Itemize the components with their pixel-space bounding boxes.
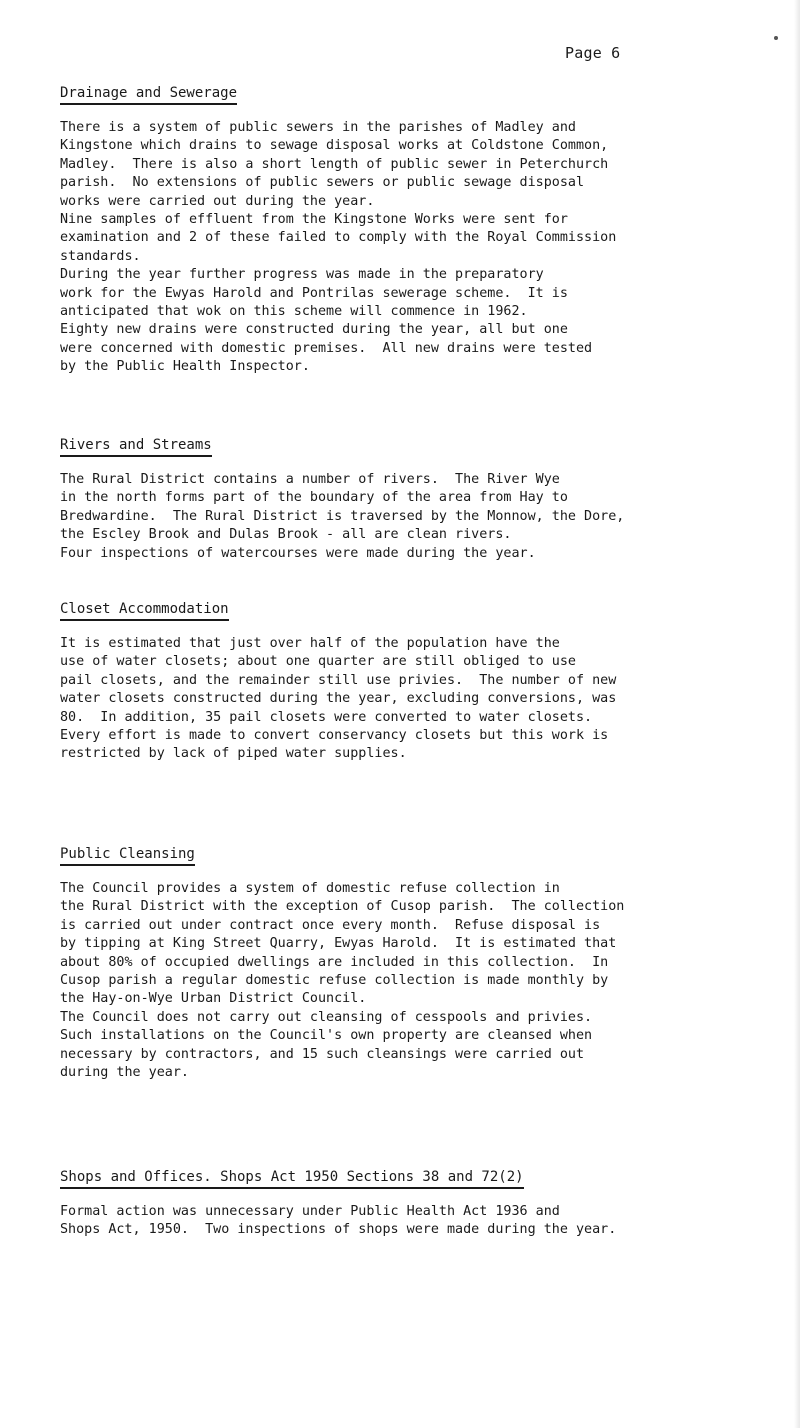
page-number: Page 6 [565, 44, 621, 62]
section-heading-drainage: Drainage and Sewerage [60, 84, 237, 105]
section-body-closet: It is estimated that just over half of the population have the use of water closets; about one quarter are still obliged to use pail closets, and the remainder still use privies. The number of new water closets constructed during the year, excluding conversions, was 80. In addition, 35 pail closets were converted to water closets. Every effort is made to convert conservancy closets but this work is restricted by lack of piped water supplies. [60, 636, 617, 762]
section-shops [60, 1166, 780, 1240]
section-cleansing [60, 843, 780, 1082]
section-rivers [60, 434, 780, 563]
page-edge-shadow [794, 0, 800, 1428]
section-body-cleansing: The Council provides a system of domestic refuse collection in the Rural District with the exception of Cusop parish. The collection is carried out under contract once every month. Refuse disposal is by tipping at King Street Quarry, Ewyas Harold. It is estimated that about 80% of occupied dwellings are included in this collection. In Cusop parish a regular domestic refuse collection is made monthly by the Hay-on-Wye Urban District Council. The Council does not carry out cleansing of cesspools and privies. Such installations on the Council's own property are cleansed when necessary by contractors, and 15 such cleansings were carried out during the year. [60, 881, 625, 1081]
scan-speck [774, 36, 778, 40]
section-drainage [60, 82, 780, 377]
section-heading-cleansing: Public Cleansing [60, 845, 195, 866]
section-body-rivers: The Rural District contains a number of rivers. The River Wye in the north forms part of the boundary of the area from Hay to Bredwardine. The Rural District is traversed by the Monnow, the Dore, the Escley Brook and Dulas Brook - all are clean rivers. Four inspections of watercourses were made during the year. [60, 472, 625, 561]
section-closet [60, 598, 780, 764]
section-body-drainage: There is a system of public sewers in the parishes of Madley and Kingstone which drains to sewage disposal works at Coldstone Common, Madley. There is also a short length of public sewer in Peterchurch parish. No extensions of public sewers or public sewage disposal works were carried out during the year. Nine samples of effluent from the Kingstone Works were sent for examination and 2 of these failed to comply with the Royal Commission standards. During the year further progress was made in the preparatory work for the Ewyas Harold and Pontrilas sewerage scheme. It is anticipated that wok on this scheme will commence in 1962. Eighty new drains were constructed during the year, all but one were concerned with domestic premises. All new drains were tested by the Public Health Inspector. [60, 120, 617, 375]
section-heading-rivers: Rivers and Streams [60, 436, 212, 457]
section-heading-shops: Shops and Offices. Shops Act 1950 Sections 38 and 72(2) [60, 1168, 524, 1189]
section-heading-closet: Closet Accommodation [60, 600, 229, 621]
section-body-shops: Formal action was unnecessary under Public Health Act 1936 and Shops Act, 1950. Two inspections of shops were made during the year. [60, 1204, 617, 1238]
